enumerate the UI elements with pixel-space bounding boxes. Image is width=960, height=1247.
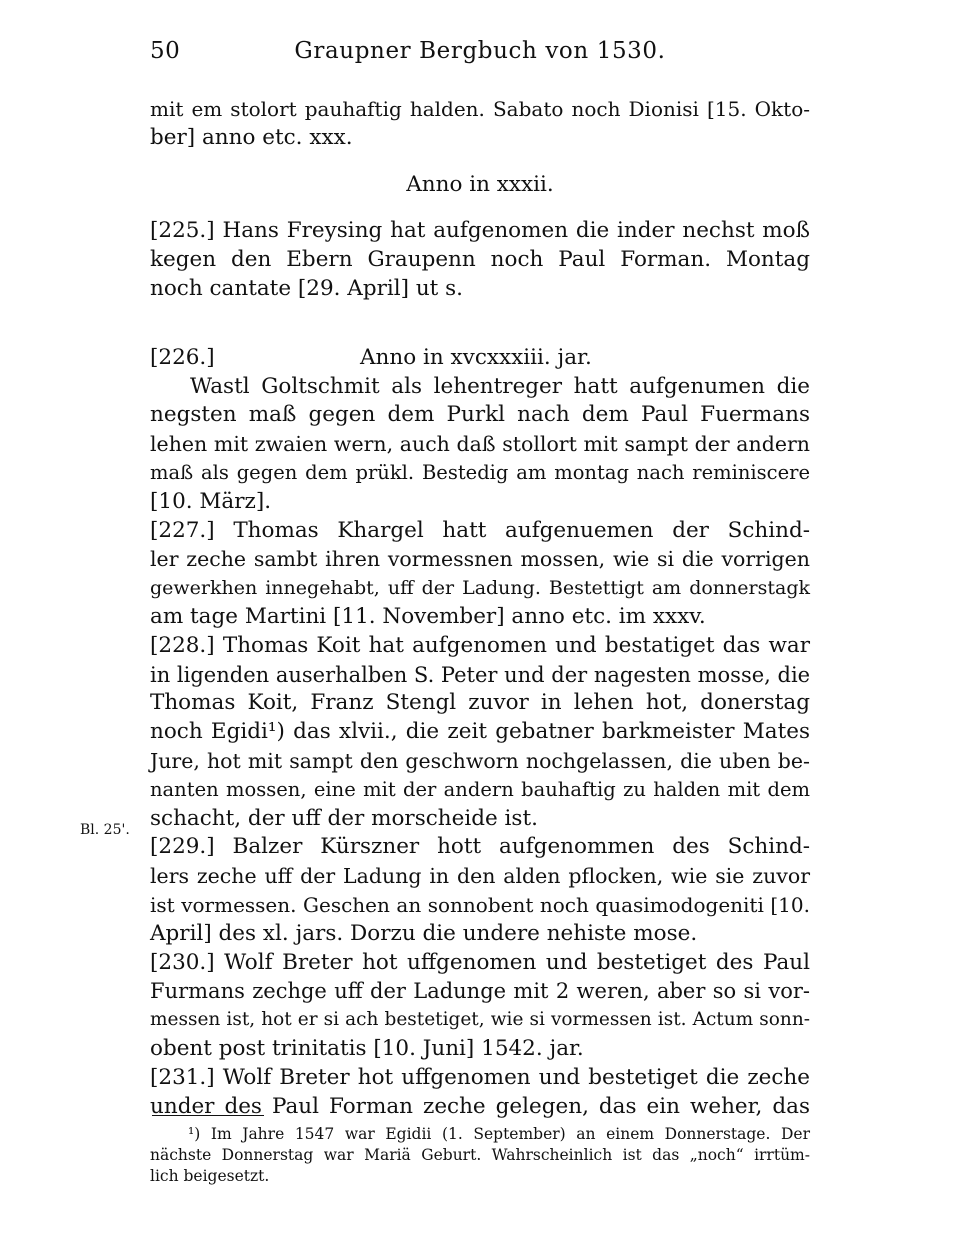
text-line: obent post trinitatis [10. Juni] 1542. jar. — [150, 1035, 584, 1061]
text-line: ler zeche sambt ihren vormessnen mossen, wie si die vorrigen — [150, 547, 810, 572]
text-line: ist vormessen. Geschen an sonnobent noch quasimodogeniti [10. — [150, 892, 810, 917]
margin-note: Bl. 25'. — [80, 822, 130, 838]
section-heading: Anno in xvcxxxiii. jar. — [360, 344, 592, 370]
text-line: nanten mossen, eine mit der andern bauhaftig zu halden mit dem — [150, 777, 810, 801]
text-line: negsten maß gegen dem Purkl nach dem Paul Fuermans — [150, 402, 810, 428]
running-title: Graupner Bergbuch von 1530. — [294, 38, 666, 64]
text-line: mit em stolort pauhaftig halden. Sabato noch Dionisi [15. Okto- — [150, 97, 810, 121]
text-line: in ligenden auserhalben S. Peter und der nagesten mosse, die — [150, 662, 811, 687]
text-line: under des Paul Forman zeche gelegen, das ein weher, das — [150, 1093, 810, 1119]
body-text — [150, 95, 810, 1121]
page-number: 50 — [150, 38, 181, 64]
text-line: gewerkhen innegehabt, uff der Ladung. Bestettigt am donnerstagk — [150, 577, 810, 600]
text-line: [225.] Hans Freysing hat aufgenomen die inder nechst moß — [150, 218, 810, 244]
page-header — [150, 38, 810, 68]
entry-heading-226 — [150, 344, 810, 373]
text-line: Wastl Goltschmit als lehentreger hatt aufgenumen die — [190, 373, 810, 399]
text-line: [10. März]. — [150, 488, 272, 514]
text-line: [231.] Wolf Breter hot uffgenomen und bestetiget die zeche — [150, 1064, 810, 1090]
text-line: ber] anno etc. xxx. — [150, 124, 353, 150]
footnote-line: ¹) Im Jahre 1547 war Egidii (1. September) an einem Donnerstage. Der — [188, 1125, 810, 1143]
footnote-line: lich beigesetzt. — [150, 1167, 270, 1185]
text-line: kegen den Ebern Graupenn noch Paul Forman. Montag — [150, 247, 810, 273]
text-line: noch Egidi¹) das xlvii., die zeit gebatner barkmeister Mates — [150, 719, 810, 745]
text-line: schacht, der uff der morscheide ist. — [150, 805, 538, 831]
text-line: lehen mit zwaien wern, auch daß stollort mit sampt der andern — [150, 432, 810, 457]
text-line: Furmans zechge uff der Ladunge mit 2 weren, aber so si vor- — [150, 979, 810, 1004]
text-line: [228.] Thomas Koit hat aufgenomen und bestatiget das war — [150, 632, 810, 658]
footnote-rule — [152, 1115, 264, 1116]
text-line: Jure, hot mit sampt den geschworn nochgelassen, die uben be- — [150, 748, 810, 773]
footnote-line: nächste Donnerstag war Mariä Geburt. Wahrscheinlich ist das „noch“ irrtüm- — [150, 1146, 810, 1164]
footnotes — [150, 1124, 810, 1187]
text-line: Thomas Koit, Franz Stengl zuvor in lehen hot, donerstag — [150, 690, 810, 716]
text-line: [229.] Balzer Kürszner hott aufgenommen des Schind- — [150, 834, 810, 860]
text-line: April] des xl. jars. Dorzu die undere nehiste mose. — [150, 920, 698, 946]
text-line: messen ist, hot er si ach bestetiget, wie si vormessen ist. Actum sonn- — [150, 1009, 810, 1031]
text-line: noch cantate [29. April] ut s. — [150, 275, 464, 301]
entry-number: [226.] — [150, 344, 215, 370]
text-line: [227.] Thomas Khargel hatt aufgenuemen der Schind- — [150, 517, 810, 543]
text-line: am tage Martini [11. November] anno etc. im xxxv. — [150, 603, 706, 629]
text-line: [230.] Wolf Breter hot uffgenomen und bestetiget des Paul — [150, 949, 810, 975]
text-line: maß als gegen dem prükl. Bestedig am montag nach reminiscere — [150, 460, 810, 484]
section-heading: Anno in xxxii. — [406, 171, 554, 197]
text-line: lers zeche uff der Ladung in den alden pflocken, wie sie zuvor — [150, 864, 810, 889]
